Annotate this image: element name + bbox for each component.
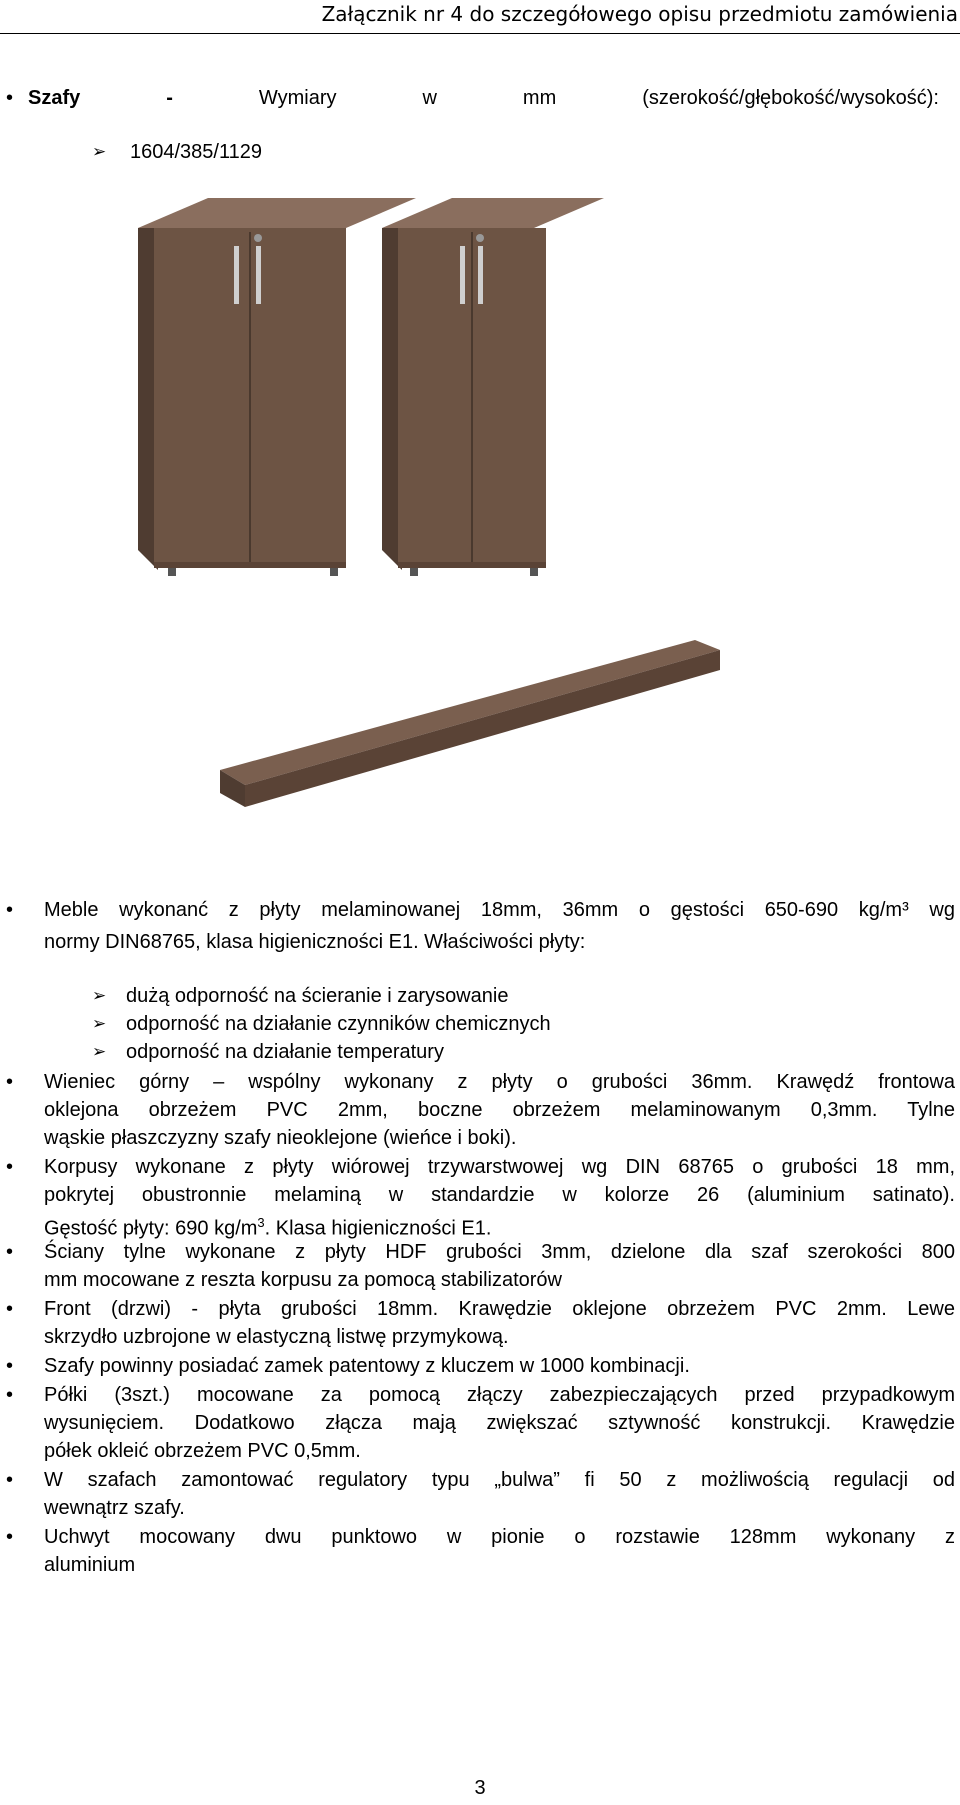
spec-line: Korpusy wykonane z płyty wiórowej trzywarstwowej wg DIN 68765 o grubości 18 mm, — [44, 1156, 955, 1178]
spec-line: wewnątrz szafy. — [44, 1497, 185, 1519]
title-text — [28, 84, 939, 112]
page-header: Załącznik nr 4 do szczegółowego opisu przedmiotu zamówienia — [321, 2, 958, 26]
cabinet-left — [138, 198, 416, 576]
meble-paragraph — [0, 896, 960, 956]
bullet: • — [6, 1355, 14, 1377]
bullet: • — [6, 899, 14, 921]
page-number: 3 — [474, 1777, 486, 1799]
spec-line: wąskie płaszczyzny szafy nieoklejone (wieńce i boki). — [44, 1127, 517, 1149]
shelf-illustration — [215, 635, 725, 810]
property-text: dużą odporność na ścieranie i zarysowanie — [126, 985, 509, 1007]
bullet: • — [6, 1384, 14, 1406]
arrow-icon: ➢ — [92, 1042, 107, 1061]
bullet: • — [6, 1156, 14, 1178]
spec-line: W szafach zamontować regulatory typu „bulwa” fi 50 z możliwością regulacji od — [44, 1469, 955, 1491]
superscript: 3 — [257, 1215, 265, 1230]
arrow-icon: ➢ — [92, 142, 107, 161]
spec-line: oklejona obrzeżem PVC 2mm, boczne obrzeżem melaminowanym 0,3mm. Tylne — [44, 1099, 955, 1121]
spec-line: Półki (3szt.) mocowane za pomocą złączy zabezpieczających przed przypadkowym — [44, 1384, 955, 1406]
bullet: • — [6, 1298, 14, 1320]
spec-line: Uchwyt mocowany dwu punktowo w pionie o rozstawie 128mm wykonany z — [44, 1526, 955, 1548]
spec-line: aluminium — [44, 1554, 136, 1576]
spec-line: Front (drzwi) - płyta grubości 18mm. Krawędzie oklejone obrzeżem PVC 2mm. Lewe — [44, 1298, 955, 1320]
spec-line: półek okleić obrzeżem PVC 0,5mm. — [44, 1440, 361, 1462]
header-rule — [0, 33, 960, 34]
spec-line: mm mocowane z reszta korpusu za pomocą stabilizatorów — [44, 1269, 562, 1291]
meble-line-1: Meble wykonanć z płyty melaminowanej 18mm, 36mm o gęstości 650-690 kg/m³ wg — [44, 899, 955, 921]
class-text: . Klasa higieniczności E1. — [264, 1217, 492, 1240]
property-text: odporność na działanie temperatury — [126, 1041, 444, 1063]
bullet: • — [6, 87, 14, 109]
bullet: • — [6, 1469, 14, 1491]
arrow-icon: ➢ — [92, 1014, 107, 1033]
property-text: odporność na działanie czynników chemicznych — [126, 1013, 551, 1035]
dimension-text: 1604/385/1129 — [130, 141, 262, 163]
spec-line: skrzydło uzbrojone w elastyczną listwę przymykową. — [44, 1326, 509, 1348]
cabinet-right — [382, 198, 604, 576]
spec-line: wysunięciem. Dodatkowo złącza mają zwiększać sztywność konstrukcji. Krawędzie — [44, 1412, 955, 1434]
spec-line: Wieniec górny – wspólny wykonany z płyty o grubości 36mm. Krawędź frontowa — [44, 1071, 955, 1093]
bullet: • — [6, 1526, 14, 1548]
bullet: • — [6, 1071, 14, 1093]
cabinets-illustration — [130, 190, 610, 580]
title-bold: Szafy - — [28, 87, 173, 109]
spec-line: Ściany tylne wykonane z płyty HDF grubości 3mm, dzielone dla szaf szerokości 800 — [44, 1241, 955, 1263]
spec-line: pokrytej obustronnie melaminą w standardzie w kolorze 26 (aluminium satinato). — [44, 1184, 955, 1206]
arrow-icon: ➢ — [92, 986, 107, 1005]
density-text: Gęstość płyty: 690 kg/m — [44, 1217, 258, 1240]
bullet: • — [6, 1241, 14, 1263]
title-rest: Wymiary w mm (szerokość/głębokość/wysokość): — [172, 87, 939, 109]
meble-line-2: normy DIN68765, klasa higieniczności E1. Właściwości płyty: — [44, 931, 586, 953]
spec-line: Szafy powinny posiadać zamek patentowy z kluczem w 1000 kombinacji. — [44, 1355, 690, 1377]
